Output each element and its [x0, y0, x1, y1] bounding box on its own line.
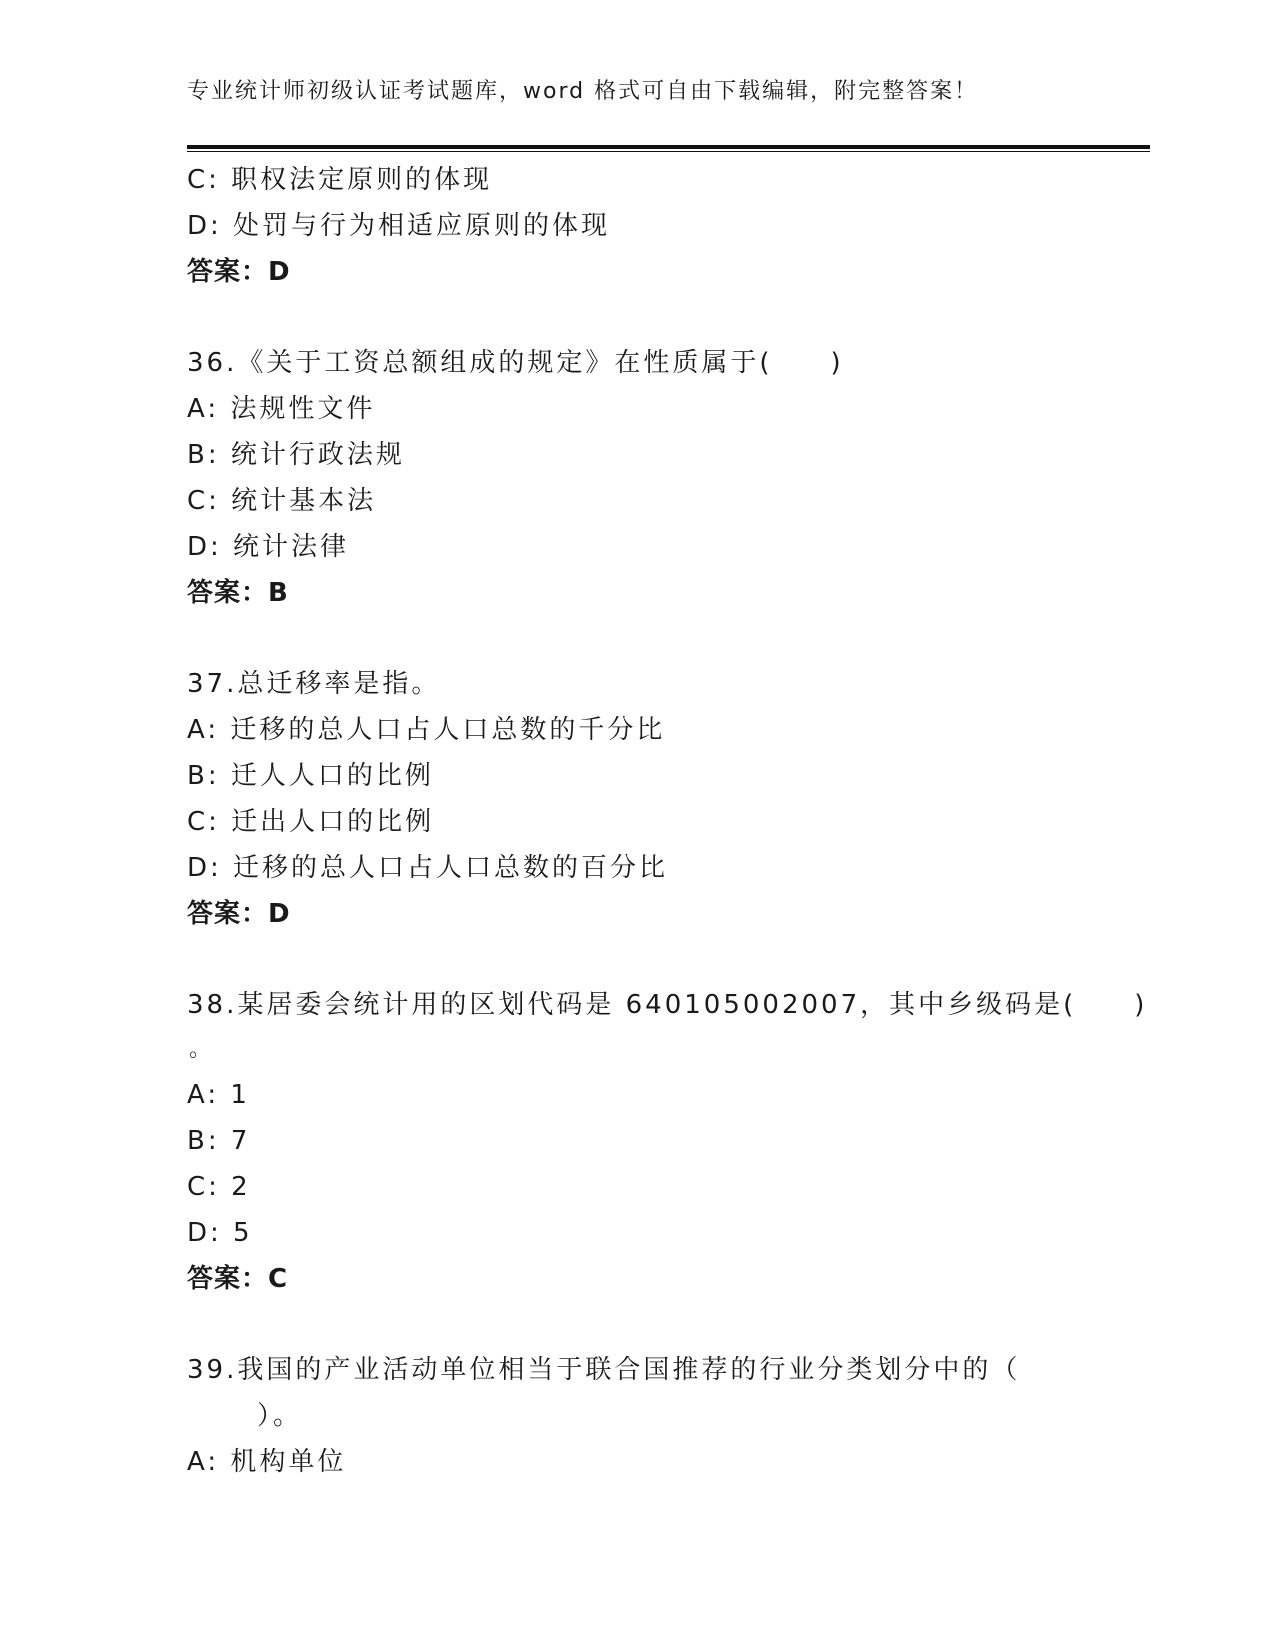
answer-line: 答案：B	[187, 578, 289, 608]
question-38	[187, 982, 1150, 1302]
question-stem: 39.我国的产业活动单位相当于联合国推荐的行业分类划分中的（	[187, 1355, 1021, 1385]
option-c: C: 统计基本法	[187, 486, 377, 516]
option-d: D: 处罚与行为相适应原则的体现	[187, 211, 611, 241]
question-37	[187, 661, 1150, 937]
question-39	[187, 1347, 1150, 1485]
exam-content	[187, 157, 1150, 1485]
question-35-continued	[187, 157, 1150, 295]
question-stem: 37.总迁移率是指。	[187, 669, 441, 699]
option-b: B: 迁人人口的比例	[187, 761, 434, 791]
option-d: D: 统计法律	[187, 532, 350, 562]
answer-line: 答案：D	[187, 899, 291, 929]
header-rule-thick	[187, 145, 1150, 149]
header-rule-thin	[187, 151, 1150, 152]
answer-line: 答案：C	[187, 1264, 289, 1294]
page-header: 专业统计师初级认证考试题库，word 格式可自由下载编辑，附完整答案！	[187, 79, 979, 104]
option-a: A: 1	[187, 1080, 250, 1110]
option-a: A: 法规性文件	[187, 394, 376, 424]
option-b: B: 7	[187, 1126, 251, 1156]
option-c: C: 职权法定原则的体现	[187, 165, 493, 195]
question-36	[187, 340, 1150, 616]
option-a: A: 迁移的总人口占人口总数的千分比	[187, 715, 666, 745]
option-a: A: 机构单位	[187, 1447, 347, 1477]
option-d: D: 5	[187, 1218, 253, 1248]
option-b: B: 统计行政法规	[187, 440, 405, 470]
option-d: D: 迁移的总人口占人口总数的百分比	[187, 853, 669, 883]
question-stem: 38.某居委会统计用的区划代码是 640105002007，其中乡级码是( )	[187, 990, 1148, 1020]
option-c: C: 迁出人口的比例	[187, 807, 435, 837]
question-stem: 36.《关于工资总额组成的规定》在性质属于( )	[187, 348, 844, 378]
option-c: C: 2	[187, 1172, 251, 1202]
question-stem-continuation: 。	[189, 1037, 215, 1062]
answer-line: 答案：D	[187, 257, 291, 287]
question-stem-continuation: ）。	[257, 1401, 303, 1431]
